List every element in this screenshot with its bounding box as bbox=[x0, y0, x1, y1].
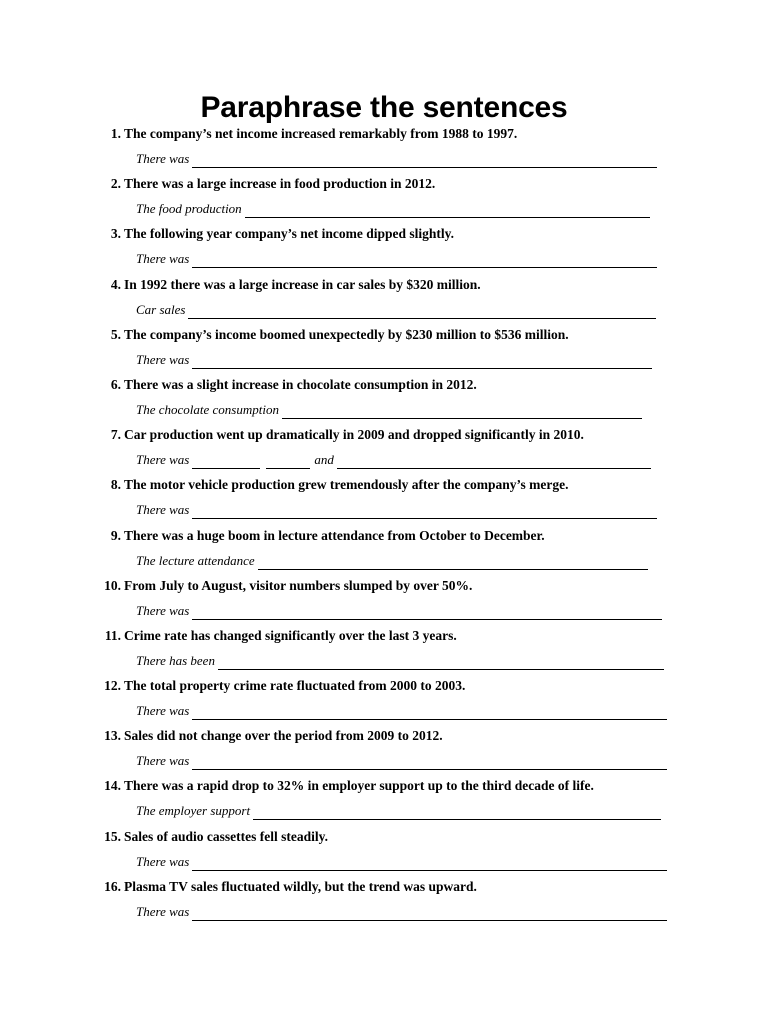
answer-prompt: The food production bbox=[136, 201, 242, 217]
list-item bbox=[0, 676, 768, 726]
exercise-list bbox=[0, 124, 768, 927]
item-number: 1. bbox=[110, 126, 121, 141]
answer-blank[interactable] bbox=[192, 504, 657, 519]
item-number: 6. bbox=[110, 376, 121, 392]
list-item bbox=[0, 425, 768, 475]
answer-prompt: The lecture attendance bbox=[136, 552, 255, 568]
answer-blank[interactable] bbox=[192, 856, 667, 871]
list-item bbox=[0, 776, 768, 826]
item-sentence: Car production went up dramatically in 2009 and dropped significantly in 2010. bbox=[124, 427, 584, 443]
item-sentence: In 1992 there was a large increase in car sales by $320 million. bbox=[124, 276, 481, 292]
answer-prompt: There was bbox=[136, 903, 190, 919]
answer-prompt: There was bbox=[136, 753, 190, 769]
answer-prompt: There was bbox=[136, 602, 190, 618]
item-number: 5. bbox=[110, 326, 121, 342]
answer-blank[interactable] bbox=[253, 805, 661, 820]
item-sentence: The company’s net income increased remarkably from 1988 to 1997. bbox=[124, 126, 518, 141]
item-number: 2. bbox=[110, 176, 121, 192]
page-title: Paraphrase the sentences bbox=[200, 91, 568, 124]
item-sentence: The company’s income boomed unexpectedly by $230 million to $536 million. bbox=[124, 326, 569, 342]
item-sentence: Sales of audio cassettes fell steadily. bbox=[124, 828, 328, 844]
answer-line bbox=[136, 351, 652, 369]
answer-blank[interactable] bbox=[192, 605, 662, 620]
list-item bbox=[0, 877, 768, 927]
answer-prompt: Car sales bbox=[136, 301, 186, 317]
answer-line bbox=[136, 150, 657, 168]
list-item bbox=[0, 827, 768, 877]
item-number: 13. bbox=[104, 728, 121, 744]
item-number: 15. bbox=[104, 828, 121, 844]
item-number: 9. bbox=[110, 527, 121, 543]
answer-blank[interactable] bbox=[266, 454, 310, 469]
list-item bbox=[0, 224, 768, 274]
item-number: 8. bbox=[110, 477, 121, 493]
item-number: 16. bbox=[104, 878, 121, 894]
list-item bbox=[0, 174, 768, 224]
item-sentence: There was a slight increase in chocolate consumption in 2012. bbox=[124, 376, 477, 392]
list-item bbox=[0, 726, 768, 776]
answer-blank[interactable] bbox=[245, 203, 650, 218]
item-sentence: Plasma TV sales fluctuated wildly, but the trend was upward. bbox=[124, 878, 477, 894]
answer-prompt: There was bbox=[136, 853, 190, 869]
item-sentence: Sales did not change over the period from 2009 to 2012. bbox=[124, 728, 443, 744]
answer-connector: and bbox=[314, 452, 334, 468]
list-item bbox=[0, 375, 768, 425]
answer-prompt: The chocolate consumption bbox=[136, 401, 279, 417]
answer-blank[interactable] bbox=[258, 555, 648, 570]
answer-prompt: There was bbox=[136, 452, 190, 468]
answer-blank[interactable] bbox=[218, 655, 664, 670]
answer-prompt: There was bbox=[136, 703, 190, 719]
answer-line bbox=[136, 652, 664, 670]
answer-blank[interactable] bbox=[188, 304, 656, 319]
list-item bbox=[0, 124, 768, 174]
answer-line bbox=[136, 903, 667, 921]
answer-blank[interactable] bbox=[337, 454, 651, 469]
answer-line bbox=[136, 853, 667, 871]
item-sentence: There was a large increase in food production in 2012. bbox=[124, 176, 436, 192]
item-number: 4. bbox=[110, 276, 121, 292]
item-sentence: From July to August, visitor numbers slumped by over 50%. bbox=[124, 577, 473, 593]
answer-prompt: There was bbox=[136, 151, 190, 166]
answer-blank[interactable] bbox=[192, 755, 667, 770]
item-sentence: The motor vehicle production grew tremendously after the company’s merge. bbox=[124, 477, 569, 493]
answer-blank[interactable] bbox=[192, 906, 667, 921]
item-number: 3. bbox=[110, 226, 121, 242]
list-item bbox=[0, 576, 768, 626]
item-number: 7. bbox=[110, 427, 121, 443]
answer-prompt: There was bbox=[136, 251, 190, 267]
answer-blank[interactable] bbox=[192, 354, 652, 369]
list-item bbox=[0, 626, 768, 676]
answer-prompt: There was bbox=[136, 351, 190, 367]
answer-line bbox=[136, 752, 667, 770]
answer-blank[interactable] bbox=[192, 705, 667, 720]
item-sentence: Crime rate has changed significantly over the last 3 years. bbox=[124, 627, 457, 643]
answer-line bbox=[136, 401, 642, 419]
answer-line bbox=[136, 501, 657, 519]
answer-line bbox=[136, 552, 648, 570]
answer-line bbox=[136, 602, 662, 620]
list-item bbox=[0, 526, 768, 576]
item-number: 10. bbox=[104, 577, 121, 593]
answer-line bbox=[136, 702, 667, 720]
item-number: 14. bbox=[104, 778, 121, 794]
item-number: 12. bbox=[104, 678, 121, 694]
answer-line bbox=[136, 451, 651, 469]
answer-blank[interactable] bbox=[192, 253, 657, 268]
answer-line bbox=[136, 200, 650, 218]
answer-prompt: The employer support bbox=[136, 803, 251, 819]
answer-blank[interactable] bbox=[192, 454, 260, 469]
item-number: 11. bbox=[104, 627, 121, 643]
item-sentence: There was a huge boom in lecture attendance from October to December. bbox=[124, 527, 545, 543]
item-sentence: The total property crime rate fluctuated from 2000 to 2003. bbox=[124, 678, 466, 694]
answer-prompt: There was bbox=[136, 502, 190, 518]
answer-prompt: There has been bbox=[136, 652, 215, 668]
list-item bbox=[0, 475, 768, 525]
answer-line bbox=[136, 802, 661, 820]
answer-line bbox=[136, 250, 657, 268]
item-sentence: The following year company’s net income dipped slightly. bbox=[124, 226, 455, 242]
answer-blank[interactable] bbox=[192, 153, 657, 168]
list-item bbox=[0, 275, 768, 325]
answer-line bbox=[136, 301, 656, 319]
item-sentence: There was a rapid drop to 32% in employer support up to the third decade of life. bbox=[124, 778, 594, 794]
list-item bbox=[0, 325, 768, 375]
answer-blank[interactable] bbox=[282, 404, 642, 419]
